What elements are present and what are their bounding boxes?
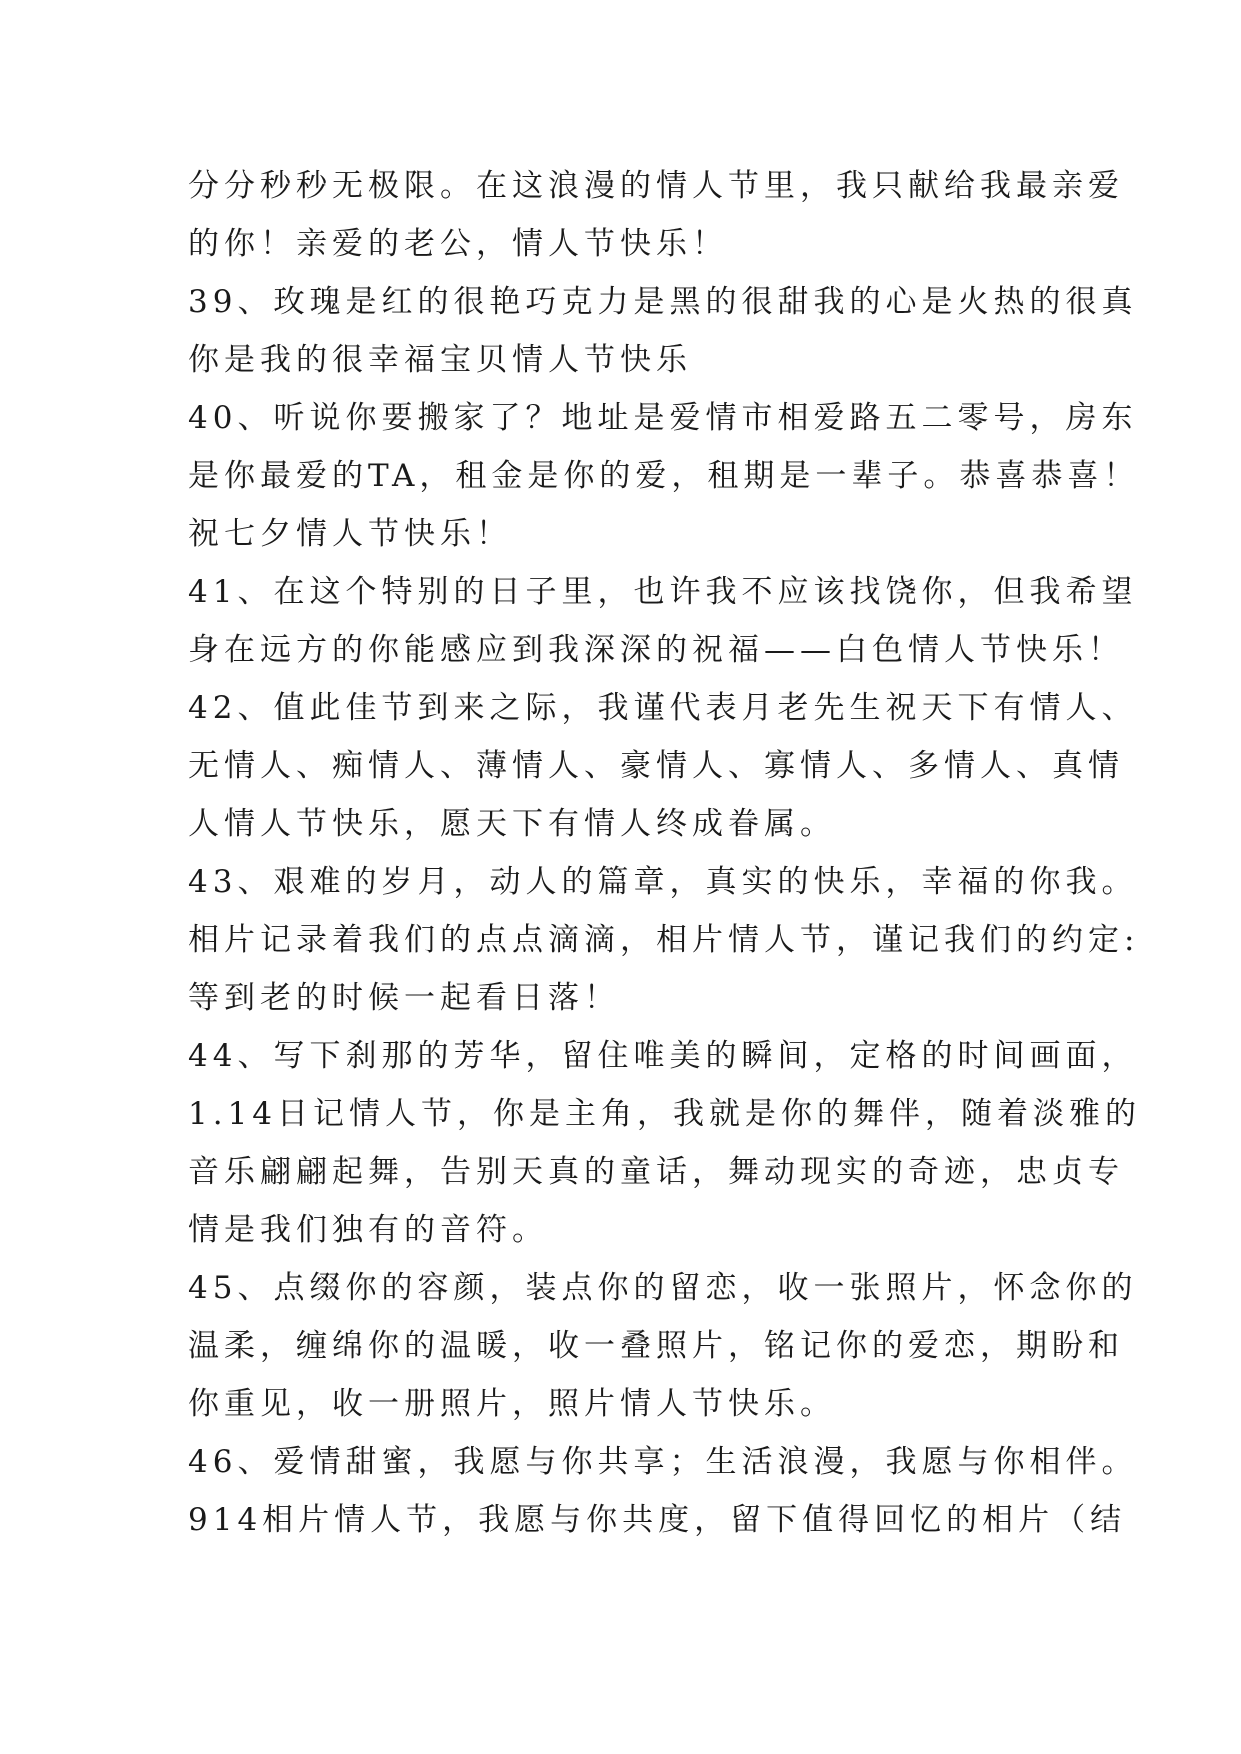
text-line: 等到老的时候一起看日落！: [188, 980, 620, 1016]
text-line: 40、听说你要搬家了？地址是爱情市相爱路五二零号，房东: [188, 400, 1138, 436]
text-line: 41、在这个特别的日子里，也许我不应该找饶你，但我希望: [188, 574, 1138, 610]
text-line: 43、艰难的岁月，动人的篇章，真实的快乐，幸福的你我。: [188, 864, 1138, 900]
text-line: 无情人、痴情人、薄情人、豪情人、寡情人、多情人、真情: [188, 748, 1124, 784]
text-line: 44、写下刹那的芳华，留住唯美的瞬间，定格的时间画面，: [188, 1038, 1138, 1074]
text-line: 分分秒秒无极限。在这浪漫的情人节里，我只献给我最亲爱: [188, 168, 1124, 204]
text-line: 身在远方的你能感应到我深深的祝福——白色情人节快乐！: [188, 632, 1124, 668]
text-line: 914相片情人节，我愿与你共度，留下值得回忆的相片（结: [188, 1502, 1127, 1538]
text-line: 是你最爱的TA，租金是你的爱，租期是一辈子。恭喜恭喜！: [188, 458, 1140, 494]
text-line: 情是我们独有的音符。: [188, 1212, 548, 1248]
text-line: 你重见，收一册照片，照片情人节快乐。: [188, 1386, 836, 1422]
text-line: 相片记录着我们的点点滴滴，相片情人节，谨记我们的约定:: [188, 922, 1140, 958]
text-line: 你是我的很幸福宝贝情人节快乐: [188, 342, 692, 378]
text-line: 42、值此佳节到来之际，我谨代表月老先生祝天下有情人、: [188, 690, 1138, 726]
text-line: 45、点缀你的容颜，装点你的留恋，收一张照片，怀念你的: [188, 1270, 1138, 1306]
text-line: 的你！亲爱的老公，情人节快乐！: [188, 226, 728, 262]
text-line: 1.14日记情人节，你是主角，我就是你的舞伴，随着淡雅的: [188, 1096, 1142, 1132]
document-body: [188, 157, 1142, 1549]
text-line: 温柔，缠绵你的温暖，收一叠照片，铭记你的爱恋，期盼和: [188, 1328, 1124, 1364]
text-line: 音乐翩翩起舞，告别天真的童话，舞动现实的奇迹，忠贞专: [188, 1154, 1124, 1190]
text-line: 祝七夕情人节快乐！: [188, 516, 512, 552]
text-line: 人情人节快乐，愿天下有情人终成眷属。: [188, 806, 836, 842]
text-line: 39、玫瑰是红的很艳巧克力是黑的很甜我的心是火热的很真: [188, 284, 1138, 320]
text-line: 46、爱情甜蜜，我愿与你共享；生活浪漫，我愿与你相伴。: [188, 1444, 1138, 1480]
